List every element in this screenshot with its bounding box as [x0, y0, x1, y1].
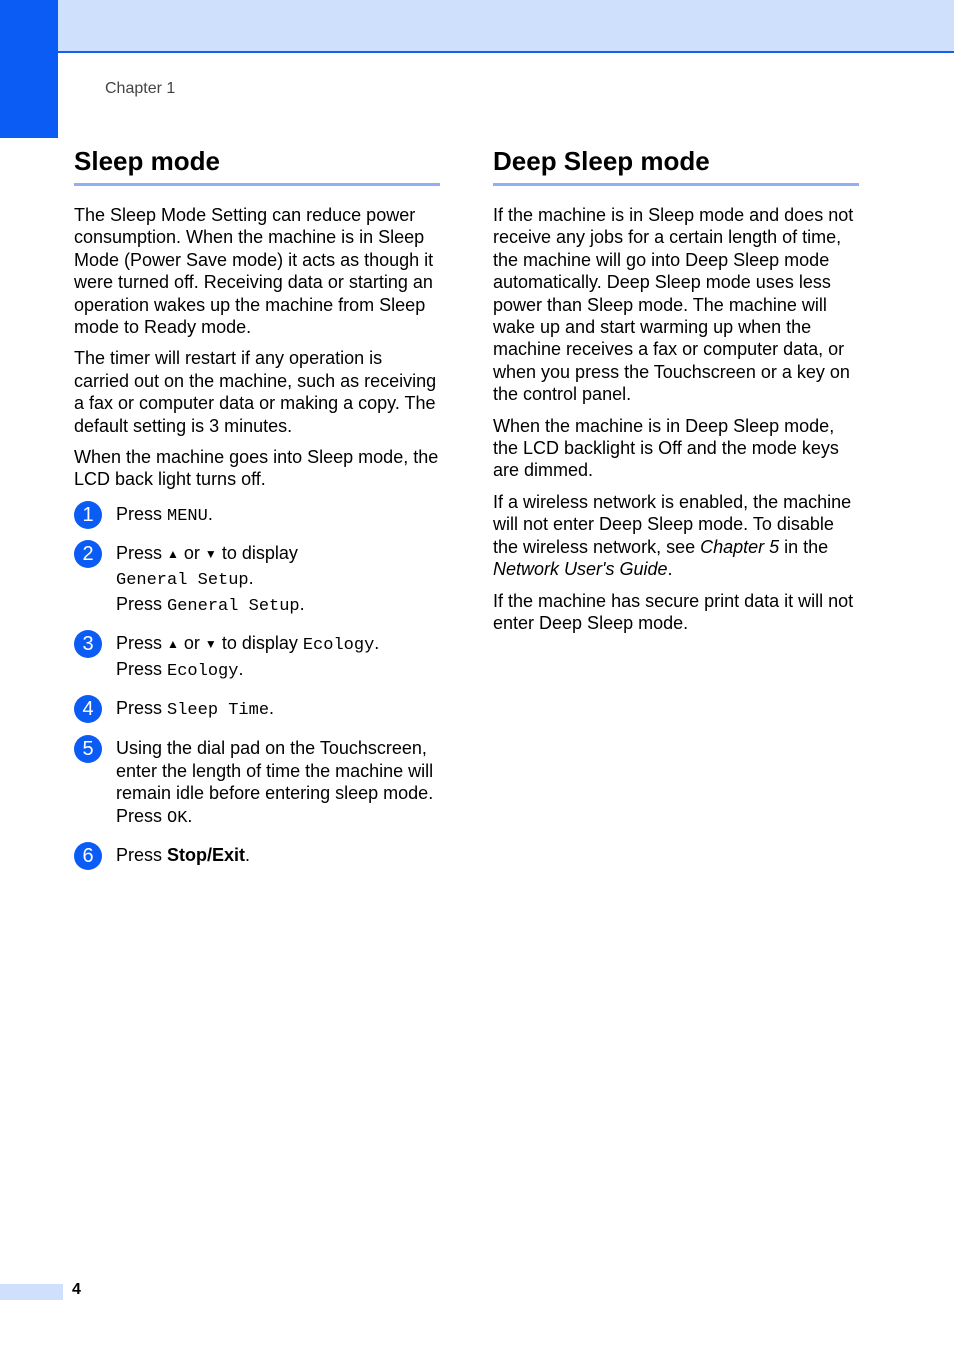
deep-sleep-paragraph-4: If the machine has secure print data it will not enter Deep Sleep mode.	[493, 590, 854, 633]
step-number-badge: 1	[74, 501, 102, 529]
deep-sleep-paragraph-2: When the machine is in Deep Sleep mode, the LCD backlight is Off and the mode keys are dimmed.	[493, 415, 839, 481]
sleep-mode-paragraph-1: The Sleep Mode Setting can reduce power consumption. When the machine is in Sleep Mode (Power Save mode) it acts as though it were turned off. Receiving data or starting an operation wakes up the machine from Sleep mode to Ready mode.	[74, 205, 434, 338]
up-arrow-icon: ▲	[167, 637, 179, 652]
sleep-mode-paragraph-2: The timer will restart if any operation is carried out on the machine, such as receiving a fax or computer data or making a copy. The default setting is 3 minutes.	[74, 348, 437, 436]
guide-reference: Network User's Guide	[493, 559, 668, 580]
step-number-badge: 5	[74, 735, 102, 763]
menu-key: MENU	[167, 506, 208, 526]
step-6: 6 Press Stop/Exit.	[74, 844, 440, 867]
up-arrow-icon: ▲	[167, 547, 179, 562]
menu-code: Ecology	[167, 661, 239, 681]
page-number: 4	[72, 1281, 81, 1298]
step-1: 1 Press MENU.	[74, 503, 440, 529]
chapter-tab-marker	[0, 0, 58, 138]
down-arrow-icon: ▼	[204, 637, 217, 652]
step-number-badge: 4	[74, 695, 102, 723]
step-4: 4 Press Sleep Time.	[74, 697, 440, 723]
sleep-mode-section	[74, 145, 440, 867]
sleep-mode-steps	[74, 503, 440, 867]
chapter-label: Chapter 1	[105, 80, 176, 97]
chapter-reference: Chapter 5	[700, 536, 780, 557]
sleep-mode-heading: Sleep mode	[74, 145, 440, 186]
step-number-badge: 3	[74, 630, 102, 658]
down-arrow-icon: ▼	[204, 547, 217, 562]
page-number-tab	[0, 1284, 63, 1300]
menu-code: General Setup	[167, 596, 300, 616]
deep-sleep-mode-section	[493, 145, 859, 634]
menu-code: Ecology	[302, 636, 375, 656]
step-2: 2 Press ▲ or ▼ to display General Setup. Press General Setup.	[74, 542, 440, 618]
menu-code: Sleep Time	[167, 701, 270, 721]
header-band	[0, 0, 954, 53]
deep-sleep-mode-heading: Deep Sleep mode	[493, 145, 859, 186]
stop-exit-key: Stop/Exit	[167, 845, 246, 866]
menu-code: General Setup	[116, 571, 249, 591]
step-3: 3 Press ▲ or ▼ to display Ecology. Press Ecology.	[74, 632, 440, 683]
step-5: 5 Using the dial pad on the Touchscreen, enter the length of time the machine will remain idle before entering sleep mode. Press OK.	[74, 737, 440, 830]
deep-sleep-paragraph-3: If a wireless network is enabled, the machine will not enter Deep Sleep mode. To disable the wireless network, see Chapter 5 in the Network User's Guide.	[493, 491, 852, 580]
ok-key: OK	[167, 808, 188, 828]
step-number-badge: 6	[74, 842, 102, 870]
deep-sleep-paragraph-1: If the machine is in Sleep mode and does not receive any jobs for a certain length of time, the machine will go into Deep Sleep mode automatically. Deep Sleep mode uses less power than Sleep mode. The machine will wake up and start warming up when the machine receives a fax or computer data, or when you press the Touchscreen or a key on the control panel.	[493, 205, 854, 405]
sleep-mode-paragraph-3: When the machine goes into Sleep mode, the LCD back light turns off.	[74, 447, 439, 490]
step-number-badge: 2	[74, 540, 102, 568]
